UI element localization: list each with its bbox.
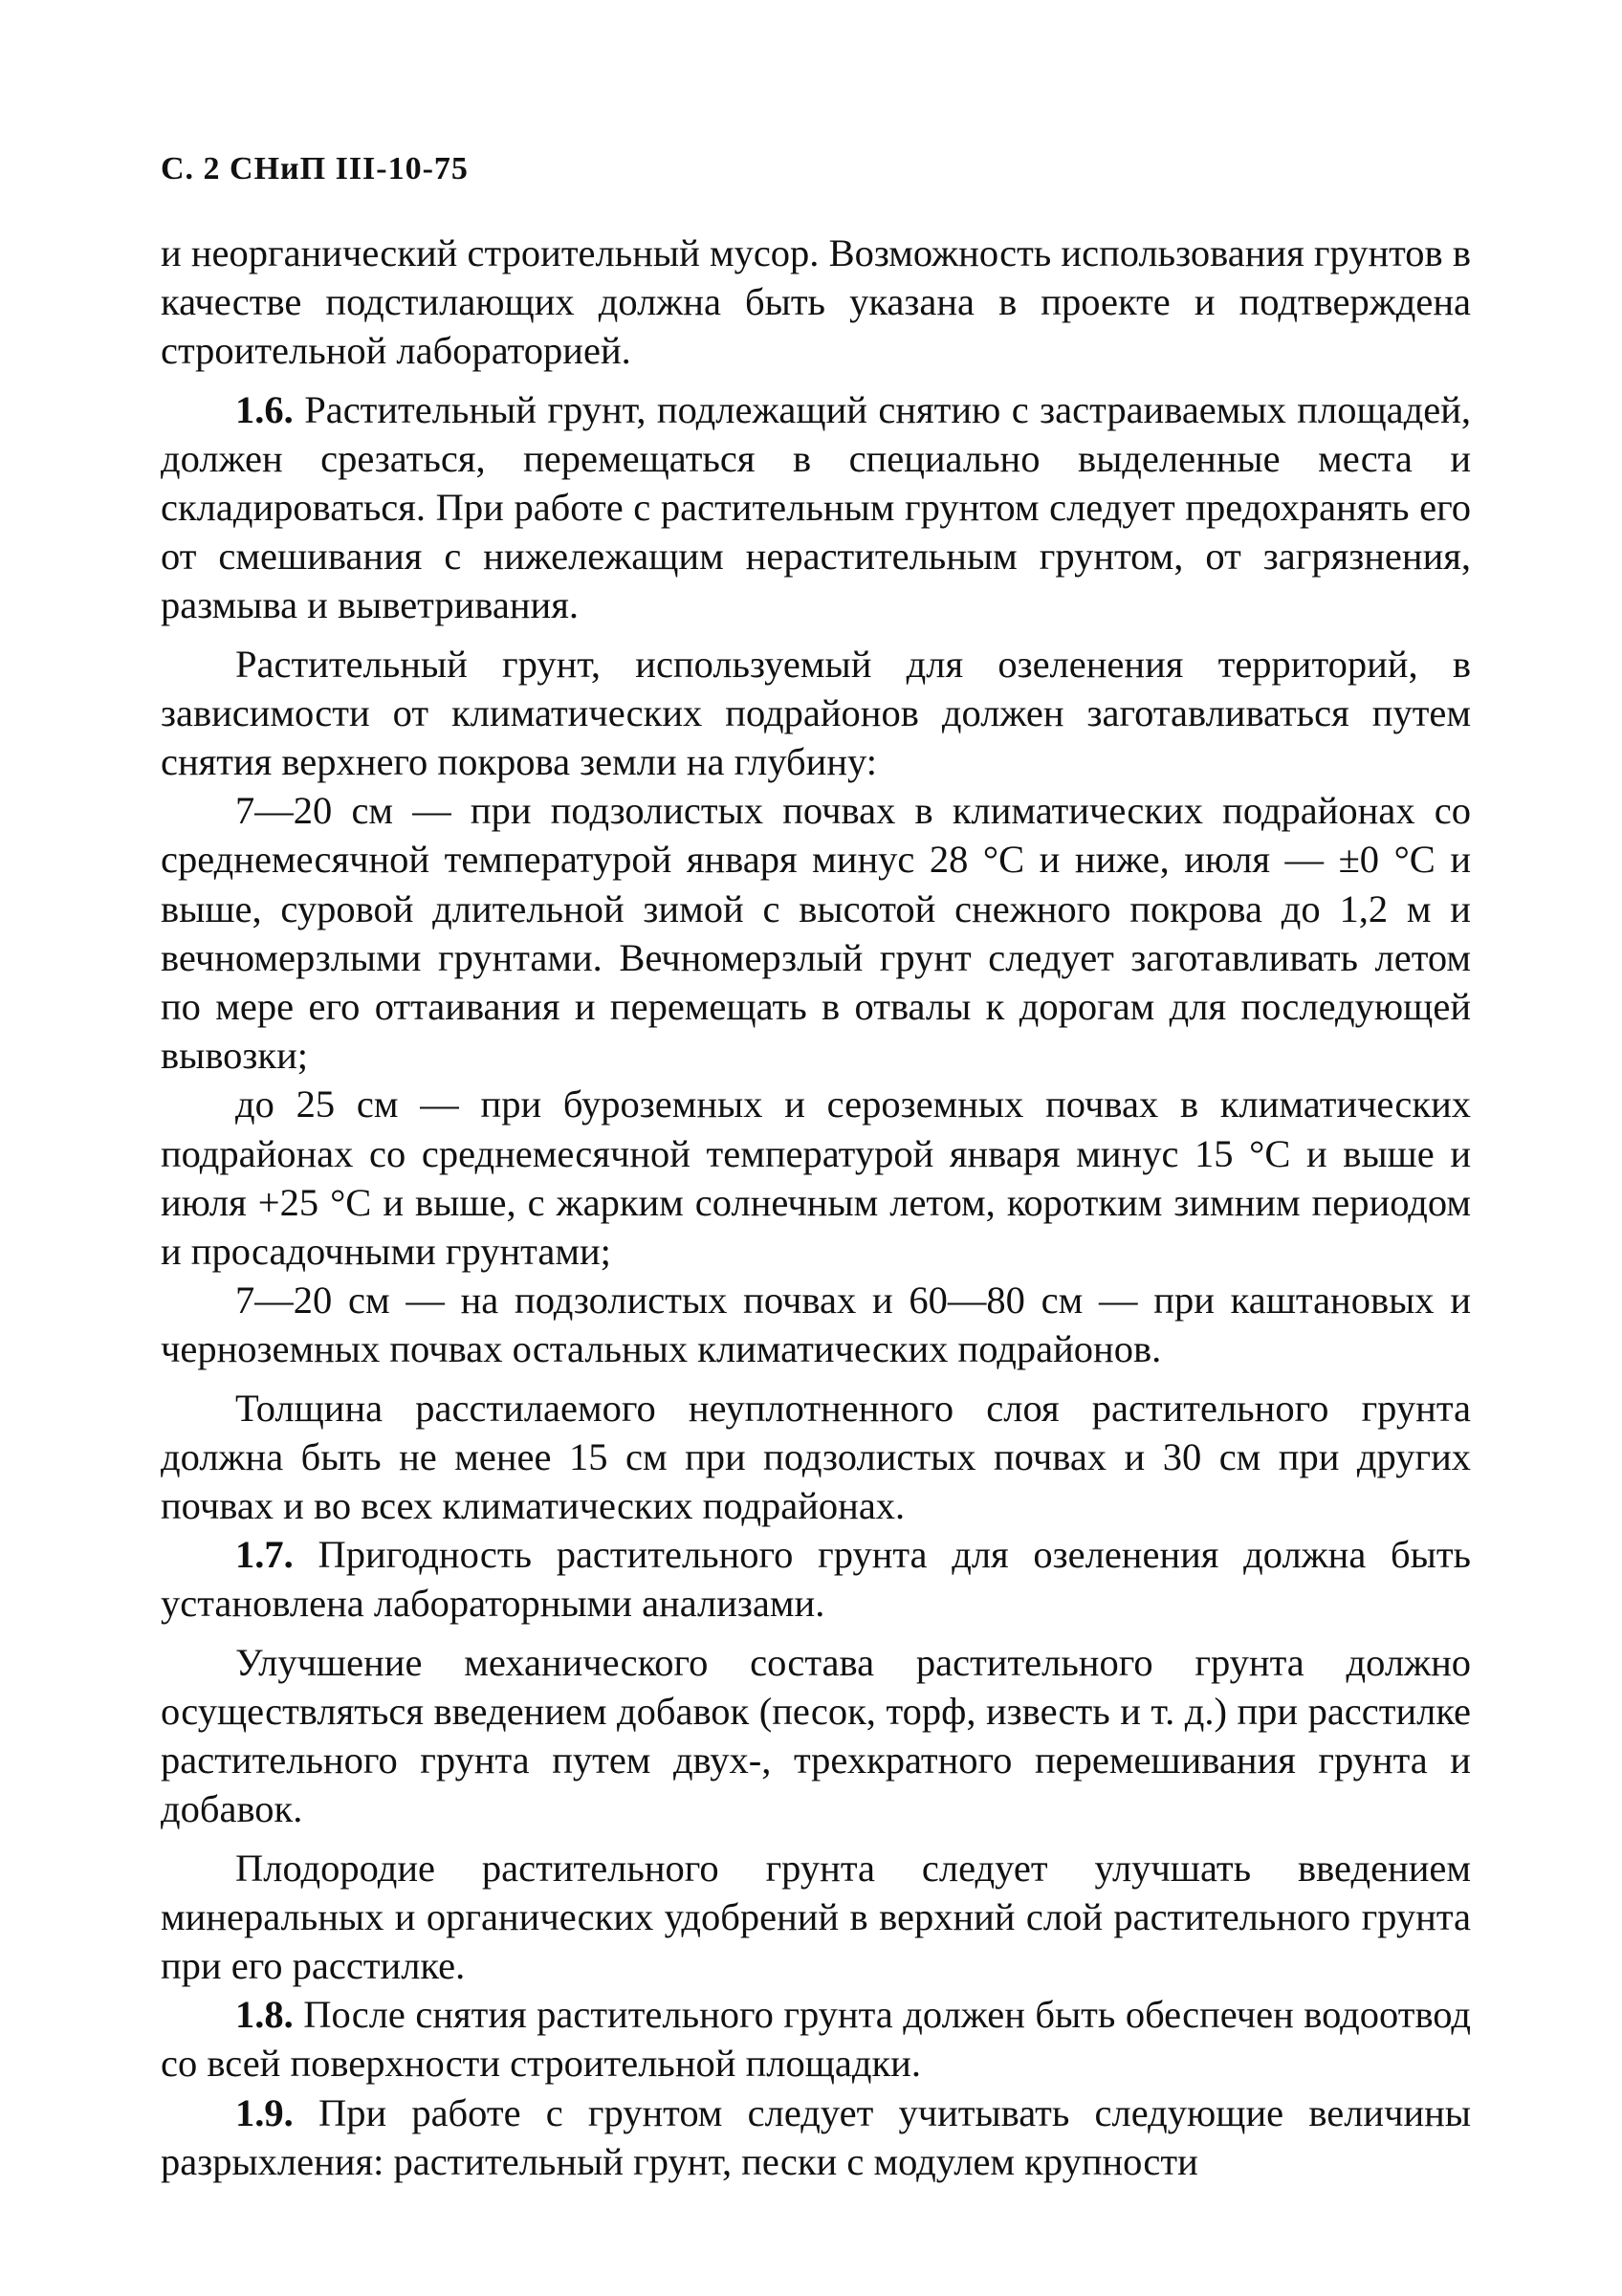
paragraph: 7—20 см — на подзолистых почвах и 60—80 см — при каштановых и черноземных почвах остальных климатических подрайонов. <box>161 1279 1471 1371</box>
paragraph: 7—20 см — при подзолистых почвах в климатических подрайонах со среднемесячной температурой января минус 28 °С и ниже, июля — ±0 °С и выше, суровой длительной зимой с высотой снежного покрова до 1,2 м и вечномерзлыми грунтами. Вечномерзлый грунт следует заготавливать летом по мере его оттаивания и перемещать в отвалы к дорогам для последующей вывозки; <box>161 789 1471 1078</box>
document-body <box>161 229 1471 2186</box>
paragraph: Плодородие растительного грунта следует улучшать введением минеральных и органических удобрений в верхний слой растительного грунта при его расстилке. <box>161 1846 1471 1987</box>
clause-number: 1.8. <box>235 1993 294 2037</box>
clause-1-7: 1.7. Пригодность растительного грунта для озеленения должна быть установлена лабораторными анализами. <box>161 1533 1471 1626</box>
clause-1-9: 1.9. При работе с грунтом следует учитывать следующие величины разрыхления: растительный грунт, пески с модулем крупности <box>161 2090 1471 2183</box>
document-page <box>161 148 1471 2186</box>
clause-number: 1.6. <box>235 387 294 431</box>
paragraph: Улучшение механического состава растительного грунта должно осуществляться введением добавок (песок, торф, известь и т. д.) при расстилке растительного грунта путем двух-, трехкратного перемешивания грунта и добавок. <box>161 1640 1471 1831</box>
paragraph: Растительный грунт, используемый для озеленения территорий, в зависимости от климатических подрайонов должен заготавливаться путем снятия верхнего покрова земли на глубину: <box>161 642 1471 784</box>
clause-1-6: 1.6. Растительный грунт, подлежащий снятию с застраиваемых площадей, должен срезаться, перемещаться в специально выделенные места и складироваться. При работе с растительным грунтом следует предохранять его от смешивания с нижележащим нерастительным грунтом, от загрязнения, размыва и выветривания. <box>161 387 1471 627</box>
page-header: С. 2 СНиП III-10-75 <box>161 151 469 186</box>
paragraph: Толщина расстилаемого неуплотненного слоя растительного грунта должна быть не менее 15 см при подзолистых почвах и 30 см при других почвах и во всех климатических подрайонах. <box>161 1386 1471 1528</box>
paragraph-continuation: и неорганический строительный мусор. Возможность использования грунтов в качестве подстилающих должна быть указана в проекте и подтверждена строительной лабораторией. <box>161 231 1471 373</box>
clause-1-8: 1.8. После снятия растительного грунта должен быть обеспечен водоотвод со всей поверхности строительной площадки. <box>161 1993 1471 2086</box>
paragraph: до 25 см — при буроземных и сероземных почвах в климатических подрайонах со среднемесячной температурой января минус 15 °С и выше и июля +25 °С и выше, с жарким солнечным летом, коротким зимним периодом и просадочными грунтами; <box>161 1082 1471 1274</box>
clause-number: 1.7. <box>235 1533 294 1577</box>
clause-number: 1.9. <box>235 2090 294 2134</box>
